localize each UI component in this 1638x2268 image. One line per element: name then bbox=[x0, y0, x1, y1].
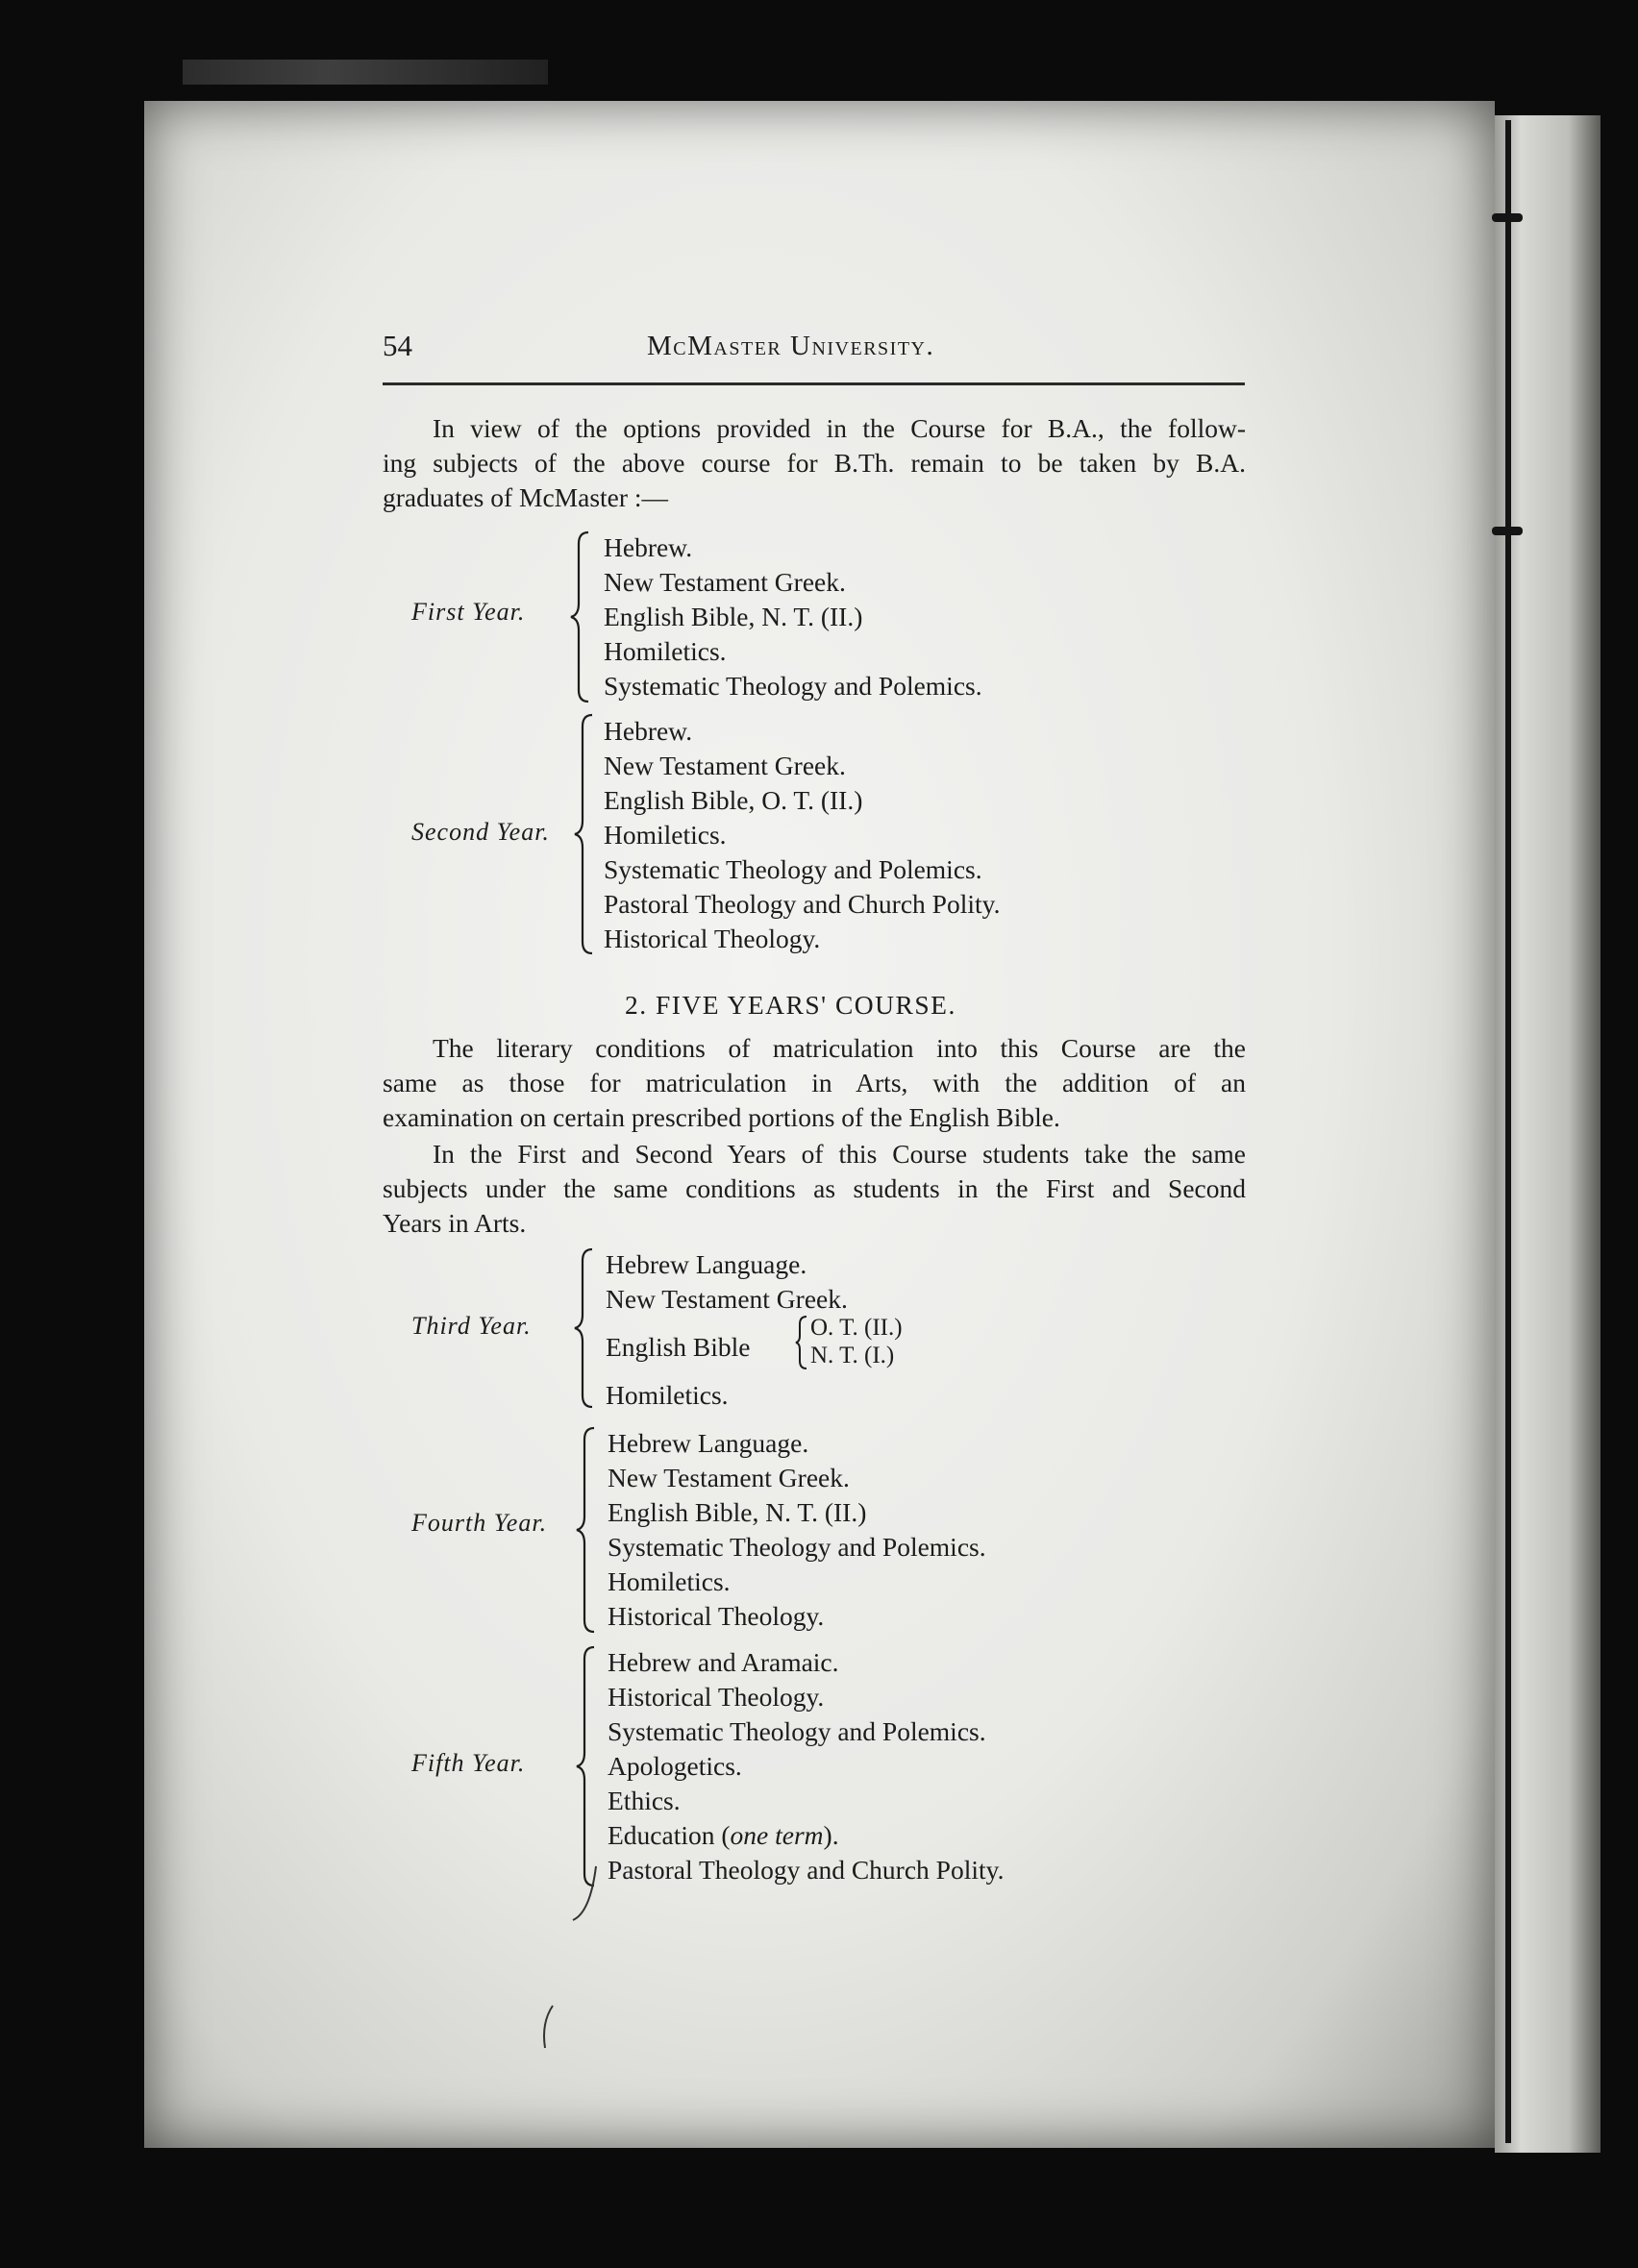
running-title: McMaster University. bbox=[647, 331, 935, 361]
subject-item: English Bible, N. T. (II.) bbox=[608, 1497, 867, 1527]
subject-item: Hebrew Language. bbox=[606, 1249, 807, 1279]
subject-item: Pastoral Theology and Church Polity. bbox=[608, 1855, 1005, 1885]
pencil-mark bbox=[534, 2004, 562, 2052]
fourth-year-subjects bbox=[608, 1426, 986, 1634]
text-line: In view of the options provided in the Course for B.A., the follow- bbox=[433, 413, 1246, 443]
second-year-subjects bbox=[604, 714, 1000, 956]
subject-item: English Bible bbox=[606, 1332, 751, 1362]
text-line: Years in Arts. bbox=[383, 1208, 527, 1238]
subject-item: Historical Theology. bbox=[604, 924, 821, 953]
subject-item: New Testament Greek. bbox=[604, 567, 846, 597]
second-year-label: Second Year. bbox=[411, 818, 550, 846]
subject-item: English Bible, O. T. (II.) bbox=[604, 785, 863, 815]
subject-item: Apologetics. bbox=[608, 1751, 742, 1781]
binding-line bbox=[1505, 120, 1511, 2143]
pencil-mark bbox=[567, 1864, 606, 1980]
education-note: one term bbox=[730, 1820, 824, 1850]
english-bible-ot: O. T. (II.) bbox=[810, 1315, 903, 1341]
binding-mark bbox=[1492, 213, 1523, 222]
subject-item: New Testament Greek. bbox=[604, 751, 846, 780]
page-number: 54 bbox=[383, 329, 412, 362]
matriculation-paragraph bbox=[383, 1031, 1246, 1135]
english-bible-nt: N. T. (I.) bbox=[810, 1343, 895, 1368]
binding-mark bbox=[1492, 527, 1523, 535]
subject-item: New Testament Greek. bbox=[606, 1284, 848, 1314]
intro-paragraph bbox=[383, 411, 1246, 515]
subject-item: Homiletics. bbox=[604, 820, 727, 850]
text-line: subjects under the same conditions as students in the First and Second bbox=[383, 1173, 1246, 1203]
subject-item: Historical Theology. bbox=[608, 1601, 825, 1631]
subject-item: New Testament Greek. bbox=[608, 1463, 850, 1492]
subject-item: Systematic Theology and Polemics. bbox=[608, 1532, 986, 1562]
second-year-brace bbox=[573, 713, 598, 955]
subject-item: Hebrew. bbox=[604, 716, 693, 746]
english-bible-brace bbox=[794, 1315, 809, 1370]
text-line: graduates of McMaster :— bbox=[383, 482, 669, 512]
text-line: ing subjects of the above course for B.Th. remain to be taken by B.A. bbox=[383, 448, 1246, 478]
subject-item: Pastoral Theology and Church Polity. bbox=[604, 889, 1001, 919]
fifth-year-subjects bbox=[608, 1645, 1004, 1887]
first-second-years-paragraph bbox=[383, 1137, 1246, 1241]
subject-item: Hebrew. bbox=[604, 532, 693, 562]
text-line: examination on certain prescribed portions of the English Bible. bbox=[383, 1102, 1060, 1132]
subject-item: English Bible, N. T. (II.) bbox=[604, 602, 863, 631]
subject-item: Hebrew Language. bbox=[608, 1428, 809, 1458]
fifth-year-brace bbox=[575, 1645, 600, 1887]
third-year-brace bbox=[573, 1247, 598, 1409]
subject-item: Ethics. bbox=[608, 1786, 681, 1815]
subject-item: Homiletics. bbox=[606, 1380, 729, 1410]
page-header bbox=[383, 329, 1248, 367]
header-rule bbox=[383, 382, 1245, 385]
text-line: The literary conditions of matriculation into this Course are the bbox=[433, 1033, 1246, 1063]
subject-item: Systematic Theology and Polemics. bbox=[608, 1716, 986, 1746]
subject-item: Education (one term). bbox=[608, 1820, 839, 1850]
fifth-year-label: Fifth Year. bbox=[411, 1749, 526, 1777]
subject-item: Hebrew and Aramaic. bbox=[608, 1647, 839, 1677]
third-year-label: Third Year. bbox=[411, 1312, 532, 1340]
first-year-brace bbox=[569, 530, 594, 703]
subject-item: Homiletics. bbox=[608, 1566, 731, 1596]
education-item: Education bbox=[608, 1820, 715, 1850]
subject-item: Systematic Theology and Polemics. bbox=[604, 671, 982, 701]
first-year-label: First Year. bbox=[411, 598, 526, 626]
section-heading: 2. FIVE YEARS' COURSE. bbox=[625, 990, 956, 1020]
subject-item: Historical Theology. bbox=[608, 1682, 825, 1712]
text-line: same as those for matriculation in Arts, with the addition of an bbox=[383, 1068, 1246, 1097]
subject-item: Homiletics. bbox=[604, 636, 727, 666]
fourth-year-label: Fourth Year. bbox=[411, 1509, 548, 1537]
text-line: In the First and Second Years of this Course students take the same bbox=[433, 1139, 1246, 1169]
scan-top-strip bbox=[183, 60, 548, 85]
subject-item: Systematic Theology and Polemics. bbox=[604, 854, 982, 884]
first-year-subjects bbox=[604, 530, 982, 703]
fourth-year-brace bbox=[575, 1426, 600, 1634]
